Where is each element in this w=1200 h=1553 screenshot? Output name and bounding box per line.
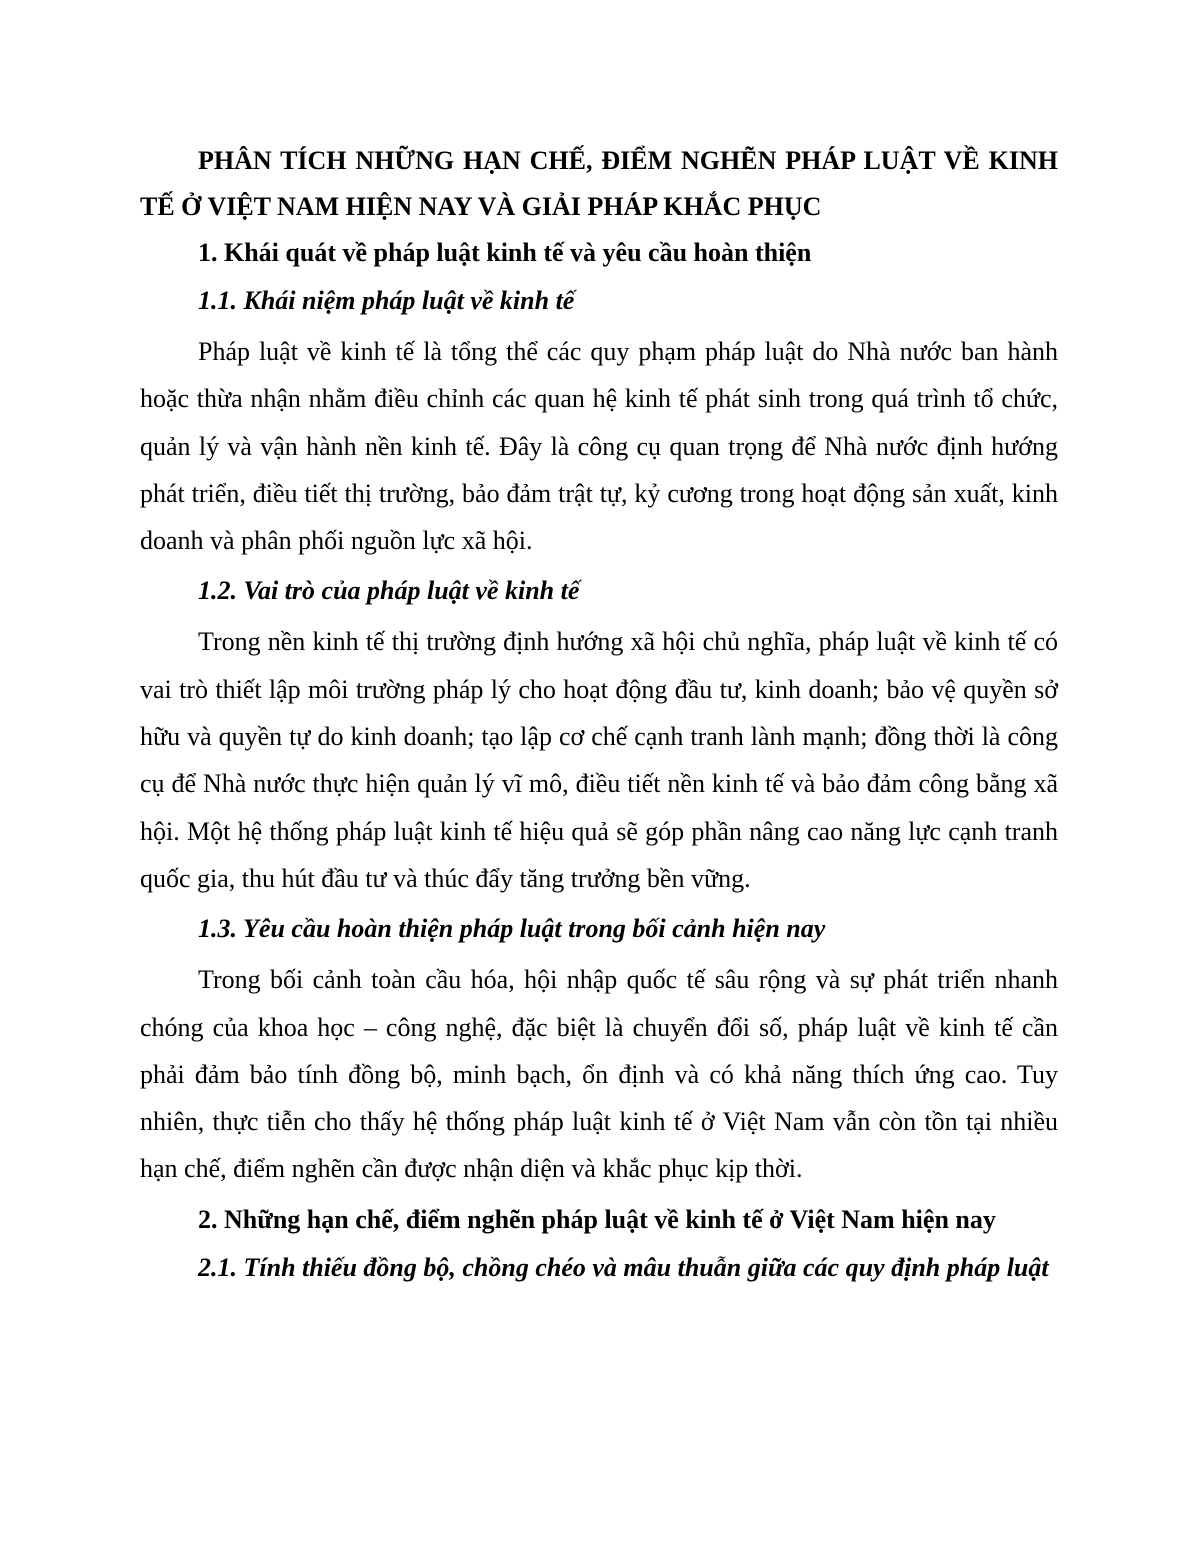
section-2-heading: 2. Những hạn chế, điểm nghẽn pháp luật về kinh tế ở Việt Nam hiện nay bbox=[198, 1204, 996, 1234]
document-page bbox=[140, 138, 1058, 1295]
section-1-3-paragraph: Trong bối cảnh toàn cầu hóa, hội nhập quốc tế sâu rộng và sự phát triển nhanh chóng của khoa học – công nghệ, đặc biệt là chuyển đổi số, pháp luật về kinh tế cần phải đảm bảo tính đồng bộ, minh bạch, ổn định và có khả năng thích ứng cao. Tuy nhiên, thực tiễn cho thấy hệ thống pháp luật kinh tế ở Việt Nam vẫn còn tồn tại nhiều hạn chế, điểm nghẽn cần được nhận diện và khắc phục kịp thời. bbox=[140, 965, 1058, 1184]
section-1-3-heading: 1.3. Yêu cầu hoàn thiện pháp luật trong bối cảnh hiện nay bbox=[198, 914, 826, 944]
section-1-2-heading: 1.2. Vai trò của pháp luật về kinh tế bbox=[198, 576, 580, 606]
section-1-1-paragraph: Pháp luật về kinh tế là tổng thể các quy phạm pháp luật do Nhà nước ban hành hoặc thừa nhận nhằm điều chỉnh các quan hệ kinh tế phát sinh trong quá trình tổ chức, quản lý và vận hành nền kinh tế. Đây là công cụ quan trọng để Nhà nước định hướng phát triển, điều tiết thị trường, bảo đảm trật tự, kỷ cương trong hoạt động sản xuất, kinh doanh và phân phối nguồn lực xã hội. bbox=[140, 337, 1058, 556]
section-2-1-heading: 2.1. Tính thiếu đồng bộ, chồng chéo và mâu thuẫn giữa các quy định pháp luật bbox=[198, 1252, 1049, 1282]
section-1-1-heading: 1.1. Khái niệm pháp luật về kinh tế bbox=[198, 286, 575, 315]
section-1-2-paragraph: Trong nền kinh tế thị trường định hướng xã hội chủ nghĩa, pháp luật về kinh tế có vai trò thiết lập môi trường pháp lý cho hoạt động đầu tư, kinh doanh; bảo vệ quyền sở hữu và quyền tự do kinh doanh; tạo lập cơ chế cạnh tranh lành mạnh; đồng thời là công cụ để Nhà nước thực hiện quản lý vĩ mô, điều tiết nền kinh tế và bảo đảm công bằng xã hội. Một hệ thống pháp luật kinh tế hiệu quả sẽ góp phần nâng cao năng lực cạnh tranh quốc gia, thu hút đầu tư và thúc đẩy tăng trưởng bền vững. bbox=[140, 627, 1058, 893]
section-1-heading: 1. Khái quát về pháp luật kinh tế và yêu cầu hoàn thiện bbox=[198, 238, 812, 267]
document-title: PHÂN TÍCH NHỮNG HẠN CHẾ, ĐIỂM NGHẼN PHÁP LUẬT VỀ KINH TẾ Ở VIỆT NAM HIỆN NAY VÀ GIẢI PHÁP KHẮC PHỤC bbox=[140, 146, 1058, 221]
